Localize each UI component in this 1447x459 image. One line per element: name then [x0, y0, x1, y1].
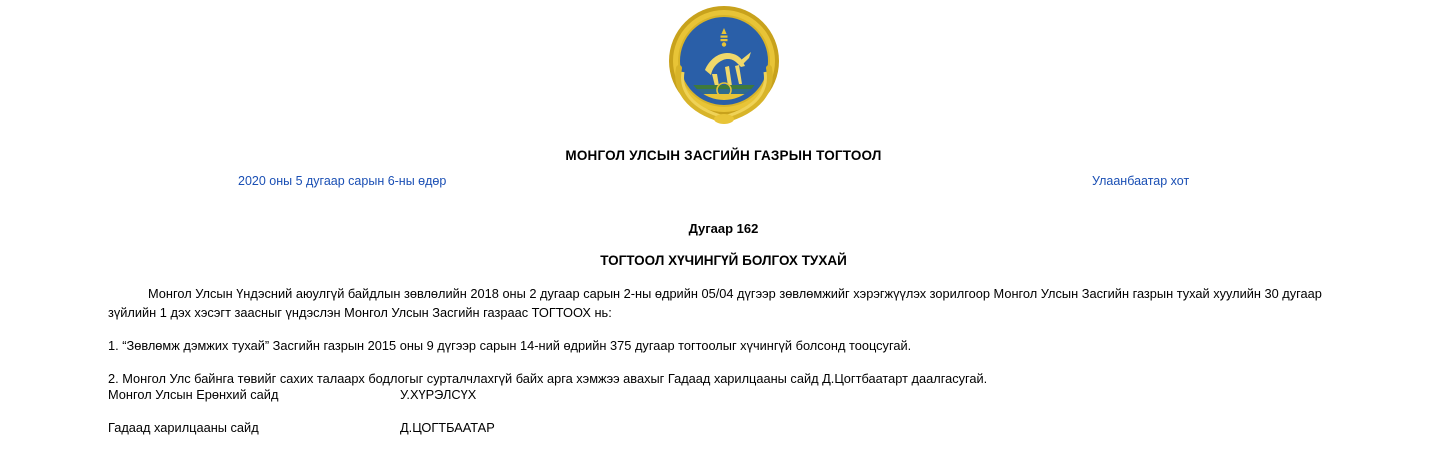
signature-name: У.ХҮРЭЛСҮХ: [400, 387, 477, 402]
emblem-container: [0, 6, 1447, 128]
document-subject: ТОГТООЛ ХҮЧИНГҮЙ БОЛГОХ ТУХАЙ: [600, 253, 847, 268]
document-city[interactable]: Улаанбаатар хот: [1092, 174, 1190, 188]
signature-role: Гадаад харилцааны сайд: [108, 420, 259, 435]
signature-block: [108, 385, 808, 451]
document-title: МОНГОЛ УЛСЫН ЗАСГИЙН ГАЗРЫН ТОГТООЛ: [565, 148, 882, 163]
emblem-wreath-svg: [669, 62, 779, 126]
paragraph-item-1: 1. “Зөвлөмж дэмжих тухай” Засгийн газрын 2015 оны 9 дүгээр сарын 14-ний өдрийн 375 дугаар тогтоолыг хүчингүй болсонд тооцсугай.: [108, 338, 912, 353]
document-date[interactable]: 2020 оны 5 дугаар сарын 6-ны өдөр: [238, 174, 447, 188]
emblem-wreath: [669, 62, 779, 126]
document-meta-row: [0, 174, 1447, 190]
mongolia-state-emblem-icon: [665, 6, 783, 128]
signature-role: Монгол Улсын Ерөнхий сайд: [108, 387, 279, 402]
paragraph-item-2: 2. Монгол Улс байнга төвийг сахих талаарх бодлогыг сурталчлахгүй байх арга хэмжээ авахыг Гадаад харилцааны сайд Д.Цогтбаатарт даалгасугай.: [108, 371, 988, 386]
document-number: Дугаар 162: [688, 221, 759, 236]
signature-row: [108, 418, 808, 437]
signature-row: [108, 385, 808, 404]
paragraph-preamble: Монгол Улсын Үндэсний аюулгүй байдлын зөвлөлийн 2018 оны 2 дугаар сарын 2-ны өдрийн 05/04 дүгээр зөвлөмжийг хэрэгжүүлэх зорилгоор Монгол Улсын Засгийн газрын тухай хуулийн 30 дугаар зүйлийн 1 дэх хэсэгт заасныг үндэслэн Монгол Улсын Засгийн газраас ТОГТООХ нь:: [108, 286, 1322, 320]
signature-name: Д.ЦОГТБААТАР: [400, 420, 495, 435]
